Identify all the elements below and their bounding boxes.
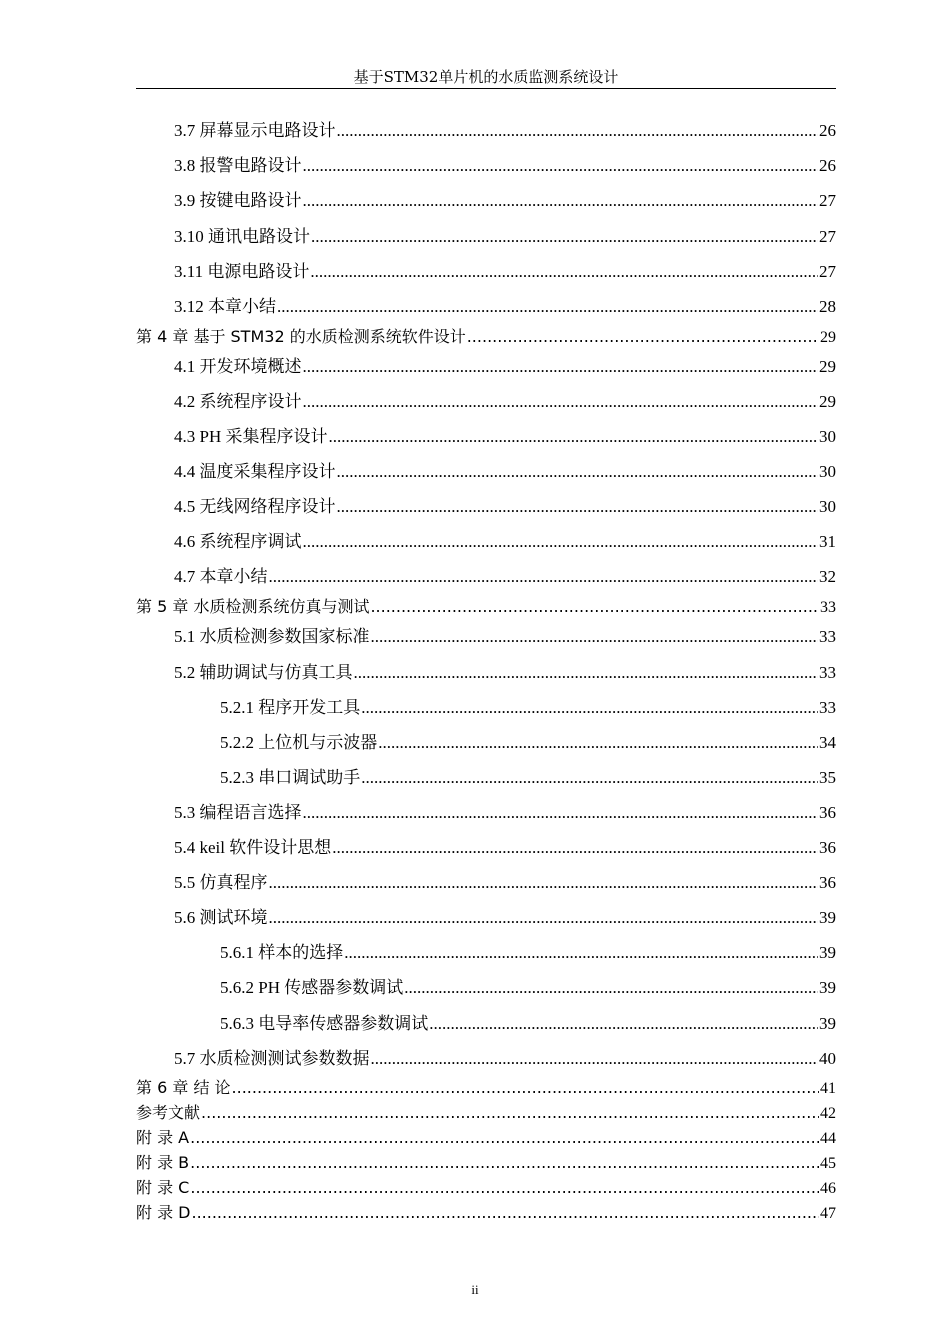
toc-entry-title: 5.2 辅助调试与仿真工具 [174,663,353,682]
toc-leader-dots [371,1048,819,1070]
toc-leader-dots [337,120,819,142]
toc-entry-page: 32 [819,567,836,586]
toc-entry-page: 29 [819,357,836,376]
toc-entry-title: 5.1 水质检测参数国家标准 [174,627,370,646]
header-divider [136,88,836,89]
toc-entry-title: 3.12 本章小结 [174,297,276,316]
toc-entry-title: 参考文献 [136,1103,201,1122]
toc-leader-dots [269,872,819,894]
toc-leader-dots [378,732,818,754]
toc-entry-title: 附 录 B [136,1153,190,1172]
toc-entry-title: 附 录 A [136,1128,190,1147]
toc-entry[interactable] [0,907,836,929]
toc-entry-title: 5.3 编程语言选择 [174,803,302,822]
toc-entry-page: 30 [819,427,836,446]
toc-entry[interactable] [0,566,836,588]
toc-entry-page: 30 [819,497,836,516]
toc-leader-dots [190,1127,819,1149]
page-header-title: 基于STM32单片机的水质监测系统设计 [353,68,619,86]
toc-leader-dots [361,767,818,789]
toc-chapter-entry[interactable] [0,1152,836,1174]
toc-leader-dots [354,662,819,684]
toc-leader-dots [190,1177,819,1199]
toc-entry-title: 5.5 仿真程序 [174,873,268,892]
toc-entry-page: 36 [819,873,836,892]
toc-entry[interactable] [0,391,836,413]
toc-leader-dots [303,531,819,553]
toc-entry-page: 47 [820,1205,836,1222]
toc-subsection-entry[interactable] [0,1013,836,1035]
toc-leader-dots [310,261,818,283]
toc-entry[interactable] [0,296,836,318]
toc-subsection-entry[interactable] [0,942,836,964]
toc-entry[interactable] [0,461,836,483]
toc-entry-page: 33 [819,698,836,717]
toc-chapter-entry[interactable] [0,1102,836,1124]
toc-entry-title: 4.1 开发环境概述 [174,357,302,376]
toc-entry-page: 28 [819,297,836,316]
toc-leader-dots [311,226,818,248]
toc-entry-page: 44 [820,1130,836,1147]
toc-subsection-entry[interactable] [0,977,836,999]
toc-leader-dots [303,155,819,177]
toc-leader-dots [303,391,819,413]
toc-entry-title: 5.6.1 样本的选择 [220,943,344,962]
toc-leader-dots [232,1077,819,1099]
toc-leader-dots [332,837,818,859]
toc-leader-dots [344,942,818,964]
toc-subsection-entry[interactable] [0,697,836,719]
toc-entry-page: 26 [819,156,836,175]
toc-leader-dots [269,566,819,588]
toc-entry[interactable] [0,261,836,283]
toc-leader-dots [371,626,819,648]
toc-leader-dots [337,461,819,483]
toc-leader-dots [370,596,819,618]
toc-entry-title: 5.2.2 上位机与示波器 [220,733,378,752]
toc-entry-title: 第 5 章 水质检测系统仿真与测试 [136,597,370,616]
toc-entry[interactable] [0,662,836,684]
toc-entry[interactable] [0,531,836,553]
toc-entry-title: 4.2 系统程序设计 [174,392,302,411]
toc-leader-dots [467,326,819,348]
toc-leader-dots [269,907,819,929]
toc-leader-dots [303,802,819,824]
toc-entry-page: 29 [820,329,836,346]
toc-chapter-entry[interactable] [0,1202,836,1224]
toc-entry-title: 3.11 电源电路设计 [174,262,310,281]
toc-entry-title: 附 录 D [136,1203,191,1222]
toc-leader-dots [303,190,819,212]
toc-entry-page: 36 [819,838,836,857]
toc-chapter-entry[interactable] [0,1177,836,1199]
toc-entry[interactable] [0,426,836,448]
toc-leader-dots [361,697,818,719]
toc-entry-title: 5.2.3 串口调试助手 [220,768,361,787]
toc-leader-dots [337,496,819,518]
toc-entry[interactable] [0,226,836,248]
toc-entry-page: 33 [819,663,836,682]
toc-subsection-entry[interactable] [0,767,836,789]
toc-entry-title: 5.6 测试环境 [174,908,268,927]
toc-entry[interactable] [0,802,836,824]
toc-entry[interactable] [0,155,836,177]
toc-entry-page: 29 [819,392,836,411]
toc-chapter-entry[interactable] [0,1127,836,1149]
toc-entry-page: 40 [819,1049,836,1068]
toc-leader-dots [190,1152,819,1174]
page-number: ii [471,1282,479,1297]
toc-entry-page: 41 [820,1080,836,1097]
toc-entry-title: 5.6.3 电导率传感器参数调试 [220,1014,429,1033]
toc-entry-page: 39 [819,943,836,962]
toc-entry-title: 4.7 本章小结 [174,567,268,586]
toc-entry[interactable] [0,837,836,859]
toc-entry-title: 3.8 报警电路设计 [174,156,302,175]
toc-entry-page: 35 [819,768,836,787]
toc-entry-page: 30 [819,462,836,481]
toc-leader-dots [404,977,818,999]
toc-entry-title: 3.10 通讯电路设计 [174,227,310,246]
toc-entry[interactable] [0,626,836,648]
toc-entry-title: 附 录 C [136,1178,190,1197]
toc-entry-page: 39 [819,1014,836,1033]
toc-entry-title: 3.7 屏幕显示电路设计 [174,121,336,140]
toc-entry-title: 4.3 PH 采集程序设计 [174,427,328,446]
toc-entry[interactable] [0,356,836,378]
toc-entry-title: 5.4 keil 软件设计思想 [174,838,332,857]
toc-entry-page: 33 [820,599,836,616]
toc-chapter-entry[interactable] [0,1077,836,1099]
toc-entry-page: 39 [819,978,836,997]
toc-entry-title: 3.9 按键电路设计 [174,191,302,210]
toc-entry-title: 5.6.2 PH 传感器参数调试 [220,978,404,997]
toc-entry-title: 4.4 温度采集程序设计 [174,462,336,481]
toc-entry-page: 39 [819,908,836,927]
toc-leader-dots [277,296,818,318]
toc-leader-dots [303,356,819,378]
toc-entry-page: 46 [820,1180,836,1197]
toc-entry[interactable] [0,872,836,894]
toc-leader-dots [328,426,818,448]
toc-entry-page: 45 [820,1155,836,1172]
toc-entry-page: 36 [819,803,836,822]
toc-entry-page: 42 [820,1105,836,1122]
toc-entry-page: 27 [819,262,836,281]
toc-entry-page: 34 [819,733,836,752]
toc-entry-title: 第 4 章 基于 STM32 的水质检测系统软件设计 [136,327,466,346]
toc-leader-dots [192,1202,820,1224]
toc-entry[interactable] [0,120,836,142]
toc-entry-page: 26 [819,121,836,140]
toc-subsection-entry[interactable] [0,732,836,754]
toc-entry-title: 5.7 水质检测测试参数数据 [174,1049,370,1068]
toc-entry-page: 27 [819,227,836,246]
toc-entry-page: 27 [819,191,836,210]
toc-chapter-entry[interactable] [0,596,836,618]
toc-entry-title: 5.2.1 程序开发工具 [220,698,361,717]
toc-entry-title: 第 6 章 结 论 [136,1078,231,1097]
toc-entry[interactable] [0,190,836,212]
toc-entry-page: 33 [819,627,836,646]
toc-entry-page: 31 [819,532,836,551]
toc-entry[interactable] [0,496,836,518]
toc-leader-dots [201,1102,819,1124]
toc-chapter-entry[interactable] [0,326,836,348]
toc-entry-title: 4.5 无线网络程序设计 [174,497,336,516]
toc-leader-dots [429,1013,818,1035]
toc-entry[interactable] [0,1048,836,1070]
toc-entry-title: 4.6 系统程序调试 [174,532,302,551]
